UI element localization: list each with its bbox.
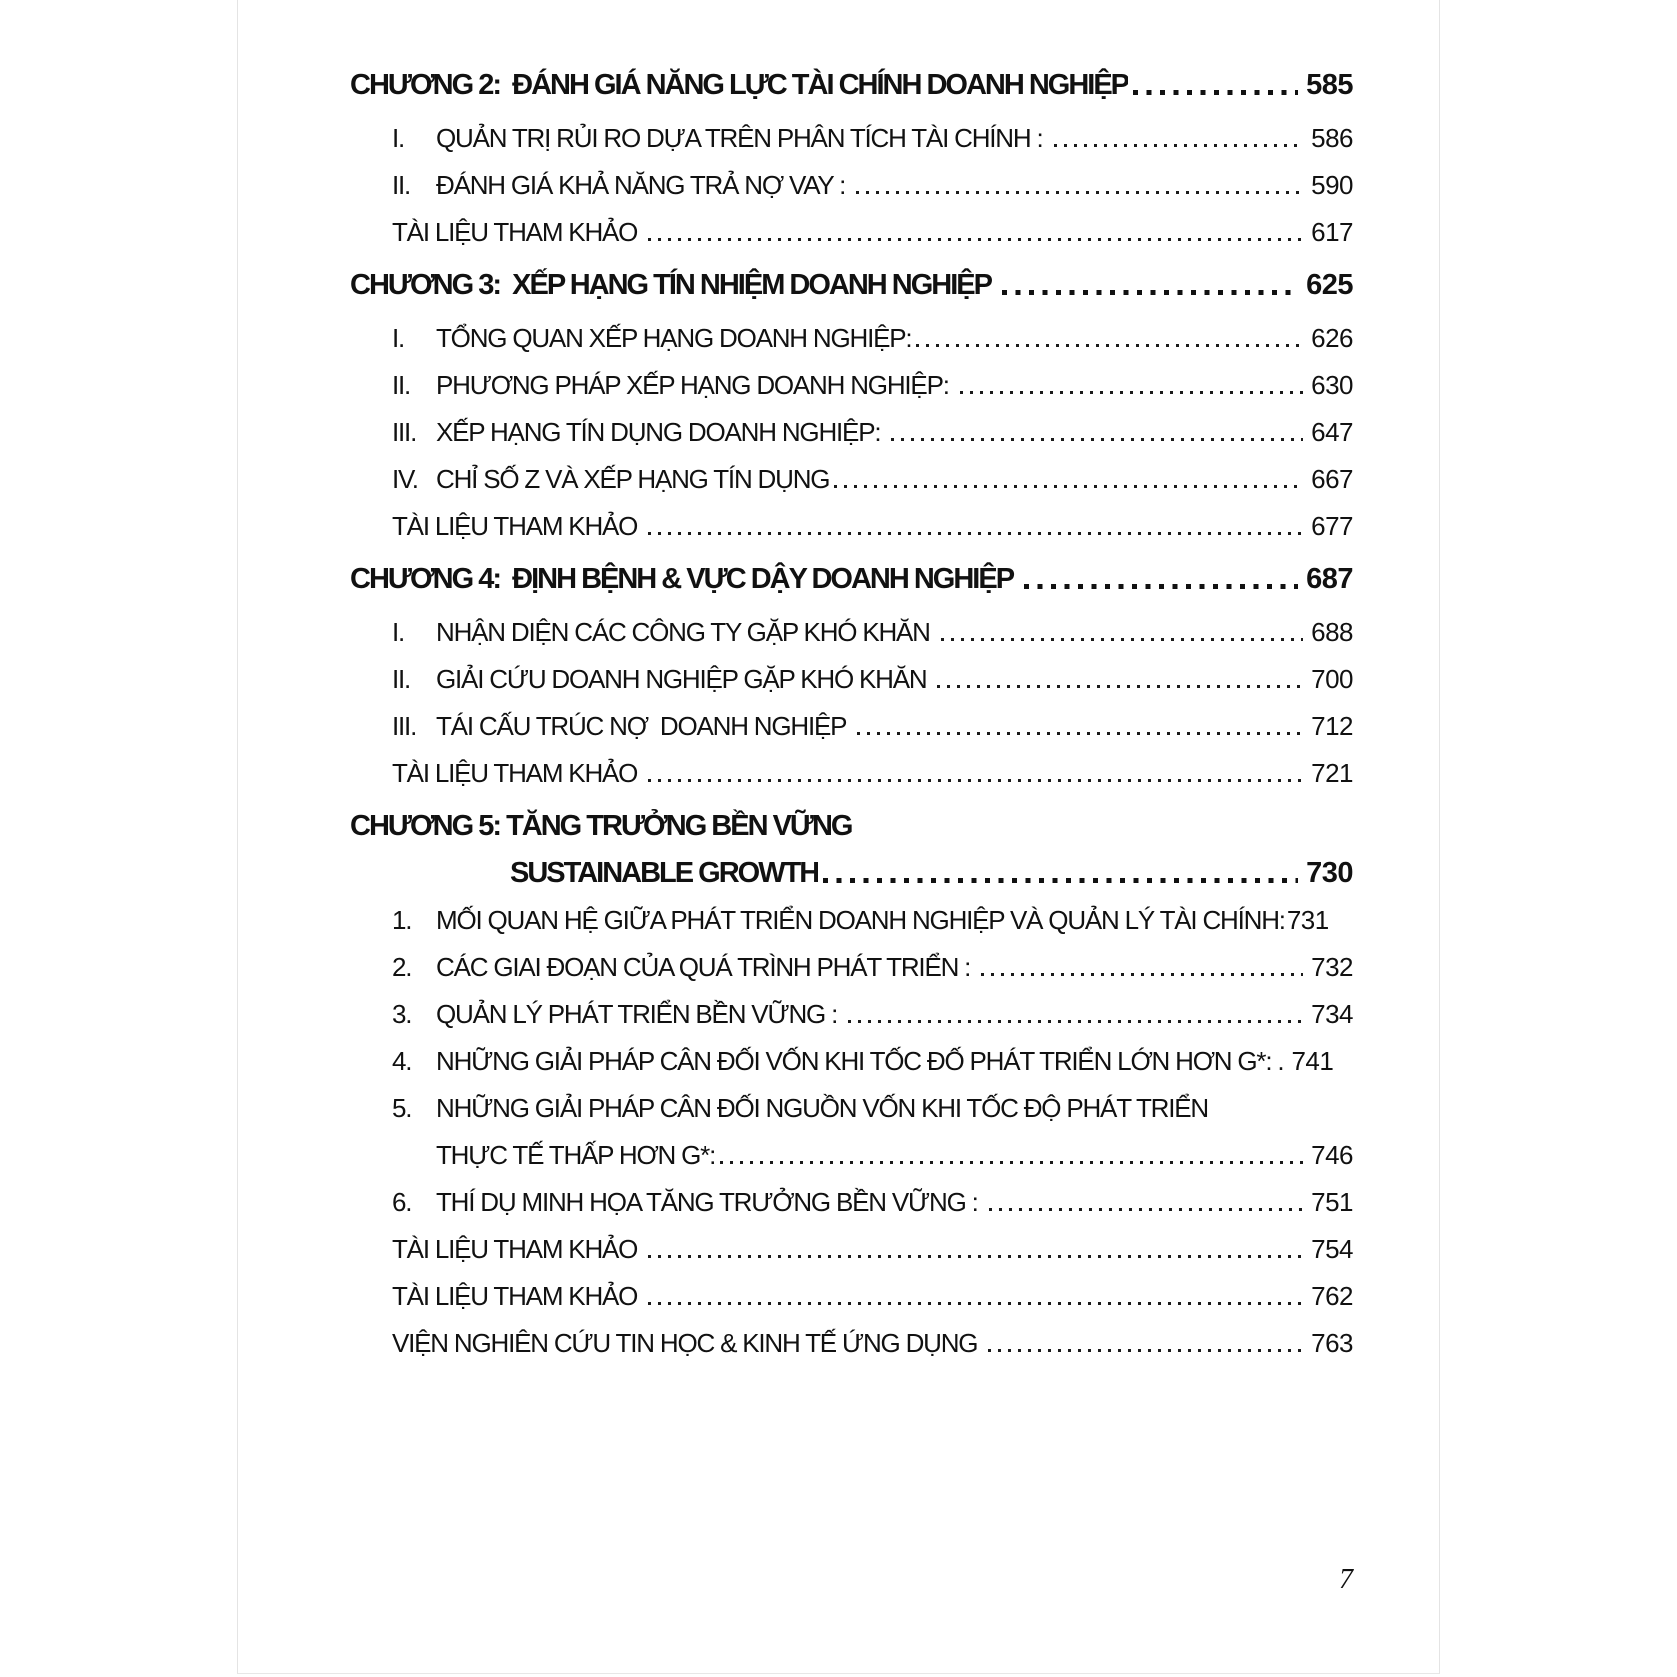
toc-row-title: XẾP HẠNG TÍN DỤNG DOANH NGHIỆP: <box>436 417 887 447</box>
toc-row-title: NHỮNG GIẢI PHÁP CÂN ĐỐI NGUỒN VỐN KHI TỐC ĐỘ PHÁT TRIỂN <box>436 1093 1208 1123</box>
toc-row <box>350 315 1353 362</box>
toc-row <box>350 362 1353 409</box>
toc-row <box>350 262 1353 309</box>
toc-row-page: 585 <box>1306 69 1353 101</box>
toc-row-page: 590 <box>1311 170 1353 200</box>
toc-row <box>350 850 1353 897</box>
dot-leader <box>823 878 1298 883</box>
toc-row-title: CHỈ SỐ Z VÀ XẾP HẠNG TÍN DỤNG <box>436 464 830 494</box>
dot-leader <box>1054 144 1304 147</box>
dot-leader <box>1002 290 1299 295</box>
page <box>237 0 1440 1674</box>
dot-leader <box>989 1208 1303 1211</box>
toc-row-marker: I. <box>392 323 405 353</box>
toc-row-page: 687 <box>1306 563 1353 595</box>
toc-row-marker: 1. <box>392 905 412 935</box>
toc-row-page: 762 <box>1311 1281 1353 1311</box>
toc-row <box>350 1226 1353 1273</box>
dot-leader <box>648 238 1303 241</box>
toc-row-title: QUẢN LÝ PHÁT TRIỂN BỀN VỮNG : <box>436 999 844 1029</box>
toc-row <box>350 1320 1353 1367</box>
toc-row <box>350 62 1353 109</box>
toc-row-page: 734 <box>1311 999 1353 1029</box>
toc-row-marker: III. <box>392 711 417 741</box>
toc-row-page: 625 <box>1306 269 1353 301</box>
toc-row-page: 731 <box>1286 905 1329 935</box>
toc-row-marker: III. <box>392 417 417 447</box>
toc-row-page: 741 <box>1291 1046 1334 1076</box>
toc-row <box>350 1179 1353 1226</box>
toc-row-title: QUẢN TRỊ RỦI RO DỰA TRÊN PHÂN TÍCH TÀI CHÍNH : <box>436 123 1049 153</box>
toc-row <box>350 162 1353 209</box>
toc-row-title: GIẢI CỨU DOANH NGHIỆP GẶP KHÓ KHĂN <box>436 664 933 694</box>
toc-row-title: PHƯƠNG PHÁP XẾP HẠNG DOANH NGHIỆP: <box>436 370 955 400</box>
dot-leader <box>834 485 1303 488</box>
toc-row-page: 617 <box>1311 217 1353 247</box>
toc-row-marker: II. <box>392 664 411 694</box>
toc-row <box>350 656 1353 703</box>
toc-row <box>350 944 1353 991</box>
toc-row-page: 586 <box>1311 123 1353 153</box>
toc-row-page: 626 <box>1311 323 1353 353</box>
toc-row-marker: I. <box>392 617 405 647</box>
toc-row-marker: I. <box>392 123 405 153</box>
toc-row-page: 667 <box>1311 464 1353 494</box>
toc-row <box>350 1132 1353 1179</box>
toc-row-page: 746 <box>1311 1140 1353 1170</box>
toc-row-title: NHỮNG GIẢI PHÁP CÂN ĐỐI VỐN KHI TỐC ĐỐ PHÁT TRIỂN LỚN HƠN G*: . <box>436 1046 1290 1076</box>
dot-leader <box>648 532 1303 535</box>
toc-row-marker: 6. <box>392 1187 412 1217</box>
toc-row <box>350 1273 1353 1320</box>
dot-leader <box>960 391 1303 394</box>
toc-row <box>350 750 1353 797</box>
toc-row-page: 700 <box>1311 664 1353 694</box>
toc-row <box>350 503 1353 550</box>
toc-row-page: 688 <box>1311 617 1353 647</box>
toc-row-title: CHƯƠNG 4: ĐỊNH BỆNH & VỰC DẬY DOANH NGHIỆP <box>350 563 1019 595</box>
toc-row-page: 677 <box>1311 511 1353 541</box>
toc-row-title: THÍ DỤ MINH HỌA TĂNG TRƯỞNG BỀN VỮNG : <box>436 1187 984 1217</box>
dot-leader <box>988 1349 1303 1352</box>
toc-row <box>350 456 1353 503</box>
dot-leader <box>1024 584 1299 589</box>
toc-row-marker: IV. <box>392 464 418 494</box>
toc-row <box>350 209 1353 256</box>
toc-row <box>350 556 1353 603</box>
toc-row-title: TÀI LIỆU THAM KHẢO <box>392 758 644 788</box>
toc-row-marker: 5. <box>392 1093 412 1123</box>
dot-leader <box>648 779 1303 782</box>
toc-row <box>350 897 1353 944</box>
toc-row-title: TÀI LIỆU THAM KHẢO <box>392 1281 644 1311</box>
toc-row-page: 730 <box>1306 857 1353 889</box>
dot-leader <box>648 1255 1303 1258</box>
toc-row-title: TÁI CẤU TRÚC NỢ DOANH NGHIỆP <box>436 711 852 741</box>
toc-row-title: TỔNG QUAN XẾP HẠNG DOANH NGHIỆP: <box>436 323 912 353</box>
dot-leader <box>981 973 1303 976</box>
toc-row-title: VIỆN NGHIÊN CỨU TIN HỌC & KINH TẾ ỨNG DỤNG <box>392 1328 984 1358</box>
toc-row-title: TÀI LIỆU THAM KHẢO <box>392 511 644 541</box>
toc-row-title: TÀI LIỆU THAM KHẢO <box>392 217 644 247</box>
dot-leader <box>916 344 1303 347</box>
dot-leader <box>937 685 1303 688</box>
toc-row <box>350 991 1353 1038</box>
toc-row <box>350 409 1353 456</box>
toc-row-marker: 3. <box>392 999 412 1029</box>
toc-row-marker: 2. <box>392 952 412 982</box>
toc-row <box>350 1085 1353 1132</box>
toc-row-title: CHƯƠNG 5: TĂNG TRƯỞNG BỀN VỮNG <box>350 810 852 842</box>
toc-row-title: ĐÁNH GIÁ KHẢ NĂNG TRẢ NỢ VAY : <box>436 170 852 200</box>
toc-row-page: 763 <box>1311 1328 1353 1358</box>
dot-leader <box>1133 90 1298 95</box>
dot-leader <box>856 191 1303 194</box>
toc-row-page: 712 <box>1311 711 1353 741</box>
toc-row-marker: II. <box>392 370 411 400</box>
toc-row <box>350 609 1353 656</box>
page-number: 7 <box>1339 1564 1353 1595</box>
toc-row <box>350 803 1353 850</box>
toc-row <box>350 703 1353 750</box>
toc-row-title: SUSTAINABLE GROWTH <box>510 857 819 889</box>
dot-leader <box>648 1302 1303 1305</box>
toc-row-page: 751 <box>1311 1187 1353 1217</box>
dot-leader <box>891 438 1303 441</box>
toc-row-title: CÁC GIAI ĐOẠN CỦA QUÁ TRÌNH PHÁT TRIỂN : <box>436 952 977 982</box>
toc-row-page: 647 <box>1311 417 1353 447</box>
dot-leader <box>720 1161 1303 1164</box>
toc-row <box>350 1038 1353 1085</box>
toc-row-title: THỰC TẾ THẤP HƠN G*: <box>436 1140 716 1170</box>
toc-row-title: TÀI LIỆU THAM KHẢO <box>392 1234 644 1264</box>
toc-row-title: MỐI QUAN HỆ GIỮA PHÁT TRIỂN DOANH NGHIỆP VÀ QUẢN LÝ TÀI CHÍNH: <box>436 905 1285 935</box>
dot-leader <box>941 638 1303 641</box>
toc-row-page: 630 <box>1311 370 1353 400</box>
toc-row-marker: II. <box>392 170 411 200</box>
toc-row-title: CHƯƠNG 3: XẾP HẠNG TÍN NHIỆM DOANH NGHIỆP <box>350 269 997 301</box>
toc-row-marker: 4. <box>392 1046 412 1076</box>
table-of-contents <box>238 0 1439 1367</box>
toc-row <box>350 115 1353 162</box>
toc-row-title: CHƯƠNG 2: ĐÁNH GIÁ NĂNG LỰC TÀI CHÍNH DOANH NGHIỆP <box>350 69 1129 101</box>
toc-row-title: NHẬN DIỆN CÁC CÔNG TY GẶP KHÓ KHĂN <box>436 617 936 647</box>
toc-row-page: 732 <box>1311 952 1353 982</box>
toc-row-page: 754 <box>1311 1234 1353 1264</box>
dot-leader <box>848 1020 1303 1023</box>
toc-row-page: 721 <box>1311 758 1353 788</box>
dot-leader <box>857 732 1303 735</box>
